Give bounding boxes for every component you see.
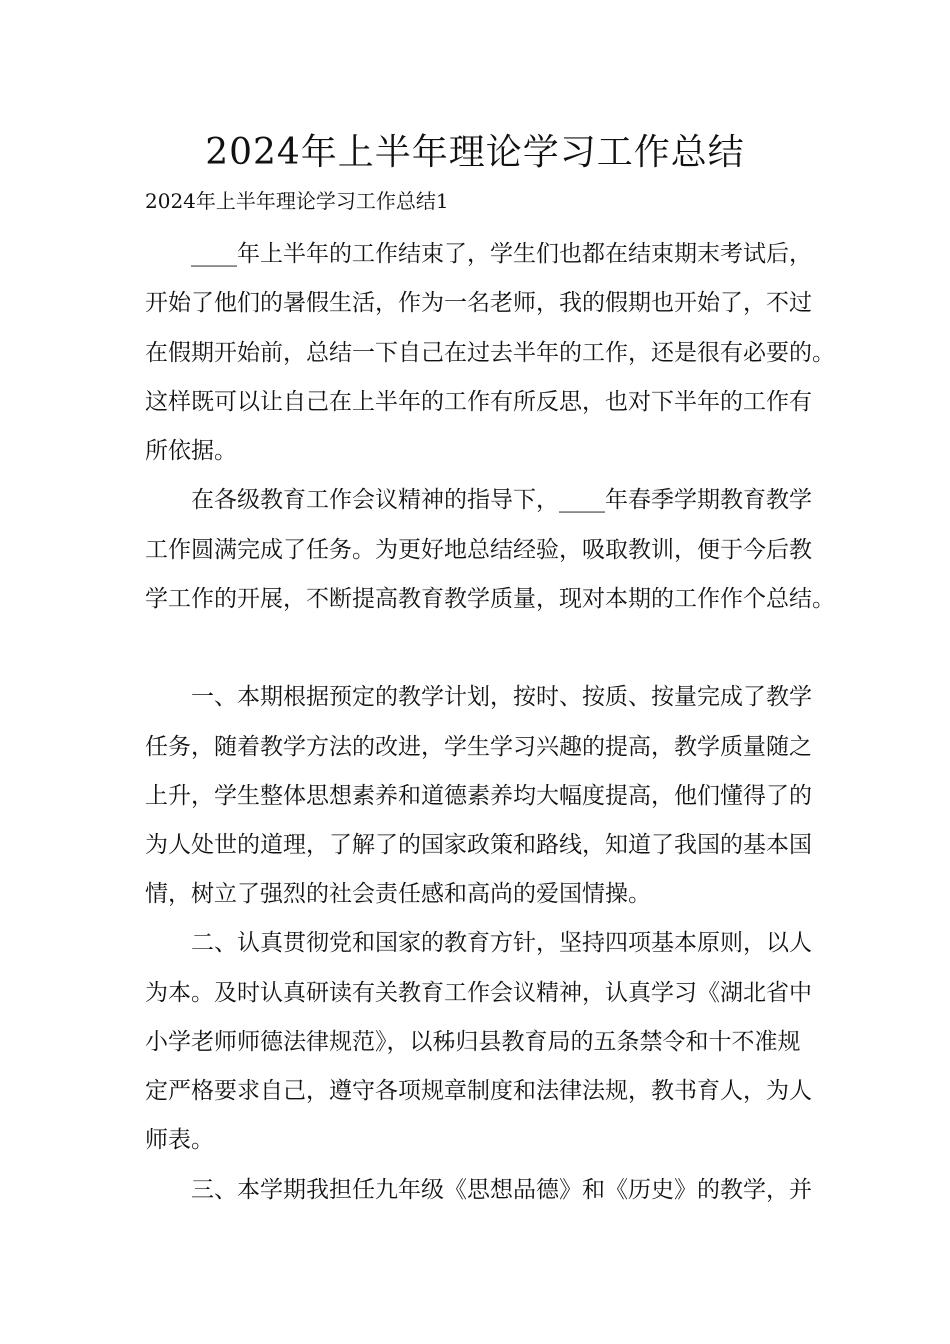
body-line: 学工作的开展，不断提高教育教学质量，现对本期的工作作个总结。 [145,586,835,612]
body-line: 师表。 [145,1127,214,1153]
body-line: 上升，学生整体思想素养和道德素养均大幅度提高，他们懂得了的 [145,783,812,809]
body-line: 在各级教育工作会议精神的指导下，____年春季学期教育教学 [191,487,812,513]
body-line: 这样既可以让自己在上半年的工作有所反思，也对下半年的工作有 [145,389,812,415]
body-line: 任务，随着教学方法的改进，学生学习兴趣的提高，教学质量随之 [145,734,812,760]
body-line: 所依据。 [145,438,237,464]
body-line: 在假期开始前，总结一下自己在过去半年的工作，还是很有必要的。 [145,340,835,366]
body-line: 为本。及时认真研读有关教育工作会议精神，认真学习《湖北省中 [145,980,812,1006]
body-line: 开始了他们的暑假生活，作为一名老师，我的假期也开始了，不过 [145,290,812,316]
body-line: 情，树立了强烈的社会责任感和高尚的爱国情操。 [145,881,651,907]
body-line: 为人处世的道理，了解了的国家政策和路线，知道了我国的基本国 [145,832,812,858]
body-line: 三、本学期我担任九年级《思想品德》和《历史》的教学，并 [191,1177,812,1203]
body-line: 定严格要求自己，遵守各项规章制度和法律法规，教书育人，为人 [145,1078,812,1104]
body-line: 小学老师师德法律规范》，以秭归县教育局的五条禁令和十不准规 [145,1029,801,1055]
body-line: 工作圆满完成了任务。为更好地总结经验，吸取教训，便于今后教 [145,537,812,563]
body-line: 一、本期根据预定的教学计划，按时、按质、按量完成了教学 [191,684,812,710]
body-line: 二、认真贯彻党和国家的教育方针，坚持四项基本原则，以人 [191,930,812,956]
document-title: 2024年上半年理论学习工作总结 [205,132,745,173]
body-line: ____年上半年的工作结束了，学生们也都在结束期末考试后， [191,241,812,267]
document-subtitle: 2024年上半年理论学习工作总结1 [145,189,449,213]
